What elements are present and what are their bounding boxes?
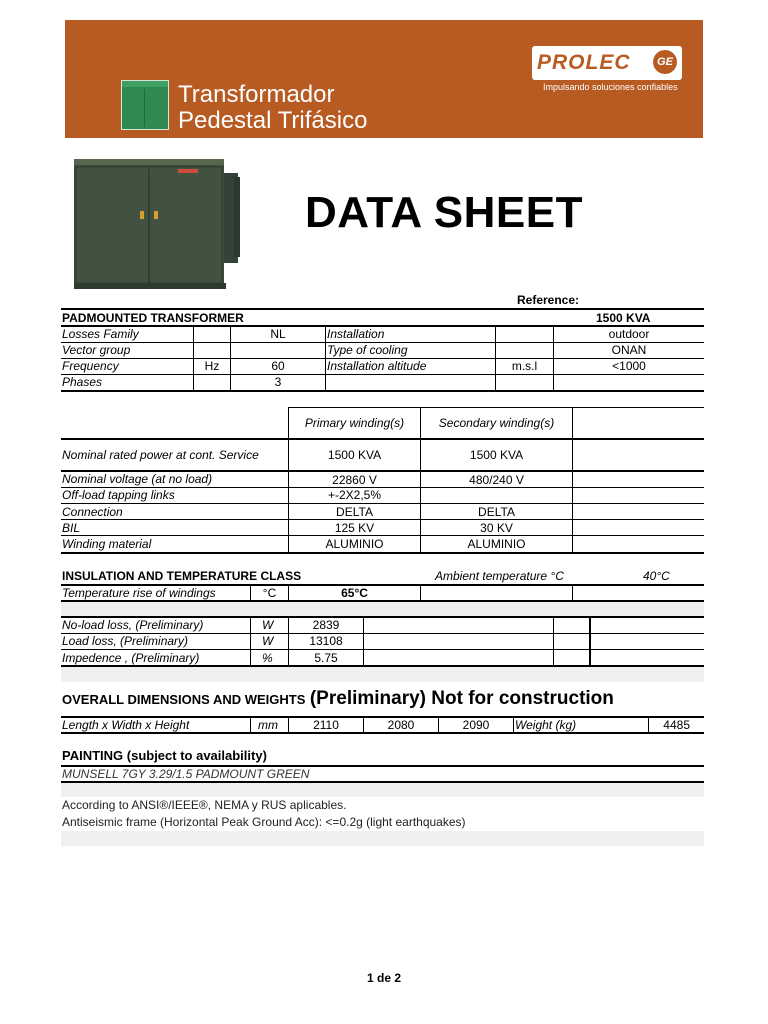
loss-value: 5.75 [314,651,338,665]
rule [61,732,704,734]
rule [420,585,421,601]
logo-text: PROLEC [537,51,631,74]
winding-row-label: Nominal voltage (at no load) [62,472,213,486]
winding-row-label: BIL [62,521,81,535]
gray-band [61,602,704,616]
winding-secondary-value: 480/240 V [469,473,524,487]
row-label: Losses Family [62,327,139,341]
winding-primary-value: 125 KV [334,521,375,535]
banner-title-line2: Pedestal Trifásico [178,107,368,134]
row-label: Vector group [62,343,131,357]
winding-primary-value: ALUMINIO [325,537,384,551]
page-number: 1 de 2 [366,971,402,985]
rule [513,717,514,732]
transformer-cabinet-icon [121,80,169,130]
winding-primary-value: +-2X2,5% [327,488,382,502]
dimensions-heading-text: OVERALL DIMENSIONS AND WEIGHTS [62,692,306,707]
rule [193,326,194,390]
loss-unit: W [262,634,274,648]
winding-secondary-value: 1500 KVA [469,448,524,462]
gray-band [61,667,704,682]
loss-unit: W [262,618,274,632]
standards-note: According to ANSI®/IEEE®, NEMA y RUS aplicables. [62,798,347,812]
slogan: Impulsando soluciones confiables [543,82,678,92]
rule [363,617,364,665]
insulation-heading: INSULATION AND TEMPERATURE CLASS [62,569,302,583]
padmounted-label: PADMOUNTED TRANSFORMER [62,311,244,325]
painting-color: MUNSELL 7GY 3.29/1.5 PADMOUNT GREEN [62,767,310,781]
rule [325,326,326,390]
row-unit: Hz [204,359,220,373]
row-value: 3 [274,375,282,389]
row-value: ONAN [611,343,647,357]
temp-rise-value: 65°C [341,586,368,600]
winding-row-label: Connection [62,505,123,519]
dimension-height: 2090 [462,718,490,732]
row-label: Installation [327,327,385,341]
banner-title-line1: Transformador [178,81,335,108]
winding-row-label: Nominal rated power at cont. Service [62,448,259,462]
dimension-length: 2110 [313,718,339,732]
seismic-note: Antiseismic frame (Horizontal Peak Ground Acc): <=0.2g (light earthquakes) [62,815,466,829]
rule [553,617,554,665]
painting-heading: PAINTING (subject to availability) [62,748,267,763]
row-label: Type of cooling [327,343,408,357]
dimensions-label: Length x Width x Height [62,718,190,732]
rule [61,535,704,536]
gray-band [61,831,704,846]
header-banner [65,20,703,138]
ambient-temp-value: 40°C [643,569,670,583]
winding-primary-value: 1500 KVA [327,448,382,462]
winding-secondary-value: DELTA [478,505,515,519]
rule [572,407,573,552]
dimensions-heading [62,688,614,710]
rule [288,407,704,408]
dimensions-unit: mm [258,718,278,732]
ge-logo-icon: GE [653,50,677,74]
rule [61,374,704,375]
loss-label: Load loss, (Preliminary) [62,634,189,648]
rule [61,519,704,520]
winding-secondary-value: 30 KV [480,521,513,535]
secondary-winding-header: Secondary winding(s) [438,416,555,430]
winding-primary-value: DELTA [336,505,373,519]
rule [61,438,704,440]
winding-primary-value: 22860 V [332,473,377,487]
document-title: DATA SHEET [305,188,583,237]
row-value: <1000 [612,359,646,373]
transformer-photo [74,155,252,289]
rule [61,649,704,650]
rule [61,503,704,504]
dimensions-heading-note: (Preliminary) Not for construction [309,688,614,709]
rule [61,308,704,310]
primary-winding-header: Primary winding(s) [304,416,405,430]
row-label: Phases [62,375,103,389]
rule [61,390,704,392]
row-value: 60 [271,359,285,373]
banner-title [178,82,367,134]
loss-value: 13108 [309,634,343,648]
loss-label: No-load loss, (Preliminary) [62,618,204,632]
padmounted-rating: 1500 KVA [596,311,651,325]
winding-row-label: Off-load tapping links [62,488,175,502]
winding-secondary-value: ALUMINIO [467,537,526,551]
rule [250,717,251,732]
row-value: NL [270,327,286,341]
rule [589,617,591,665]
loss-value: 2839 [312,618,340,632]
row-label: Installation altitude [327,359,427,373]
rule [572,585,573,601]
rule [495,326,496,390]
row-value: outdoor [608,327,650,341]
ambient-temp-label: Ambient temperature °C [435,569,564,583]
rule [250,617,251,665]
dimension-width: 2080 [387,718,415,732]
temp-rise-label: Temperature rise of windings [62,586,216,600]
weight-value: 4485 [663,718,690,732]
loss-label: Impedence , (Preliminary) [62,651,200,665]
loss-unit: % [262,651,273,665]
gray-band [61,783,704,797]
rule [61,552,704,554]
reference-label: Reference: [517,293,580,307]
temp-rise-unit: °C [262,586,277,600]
winding-row-label: Winding material [62,537,152,551]
row-label: Frequency [62,359,119,373]
weight-label: Weight (kg) [515,718,577,732]
row-unit: m.s.l [511,359,538,373]
